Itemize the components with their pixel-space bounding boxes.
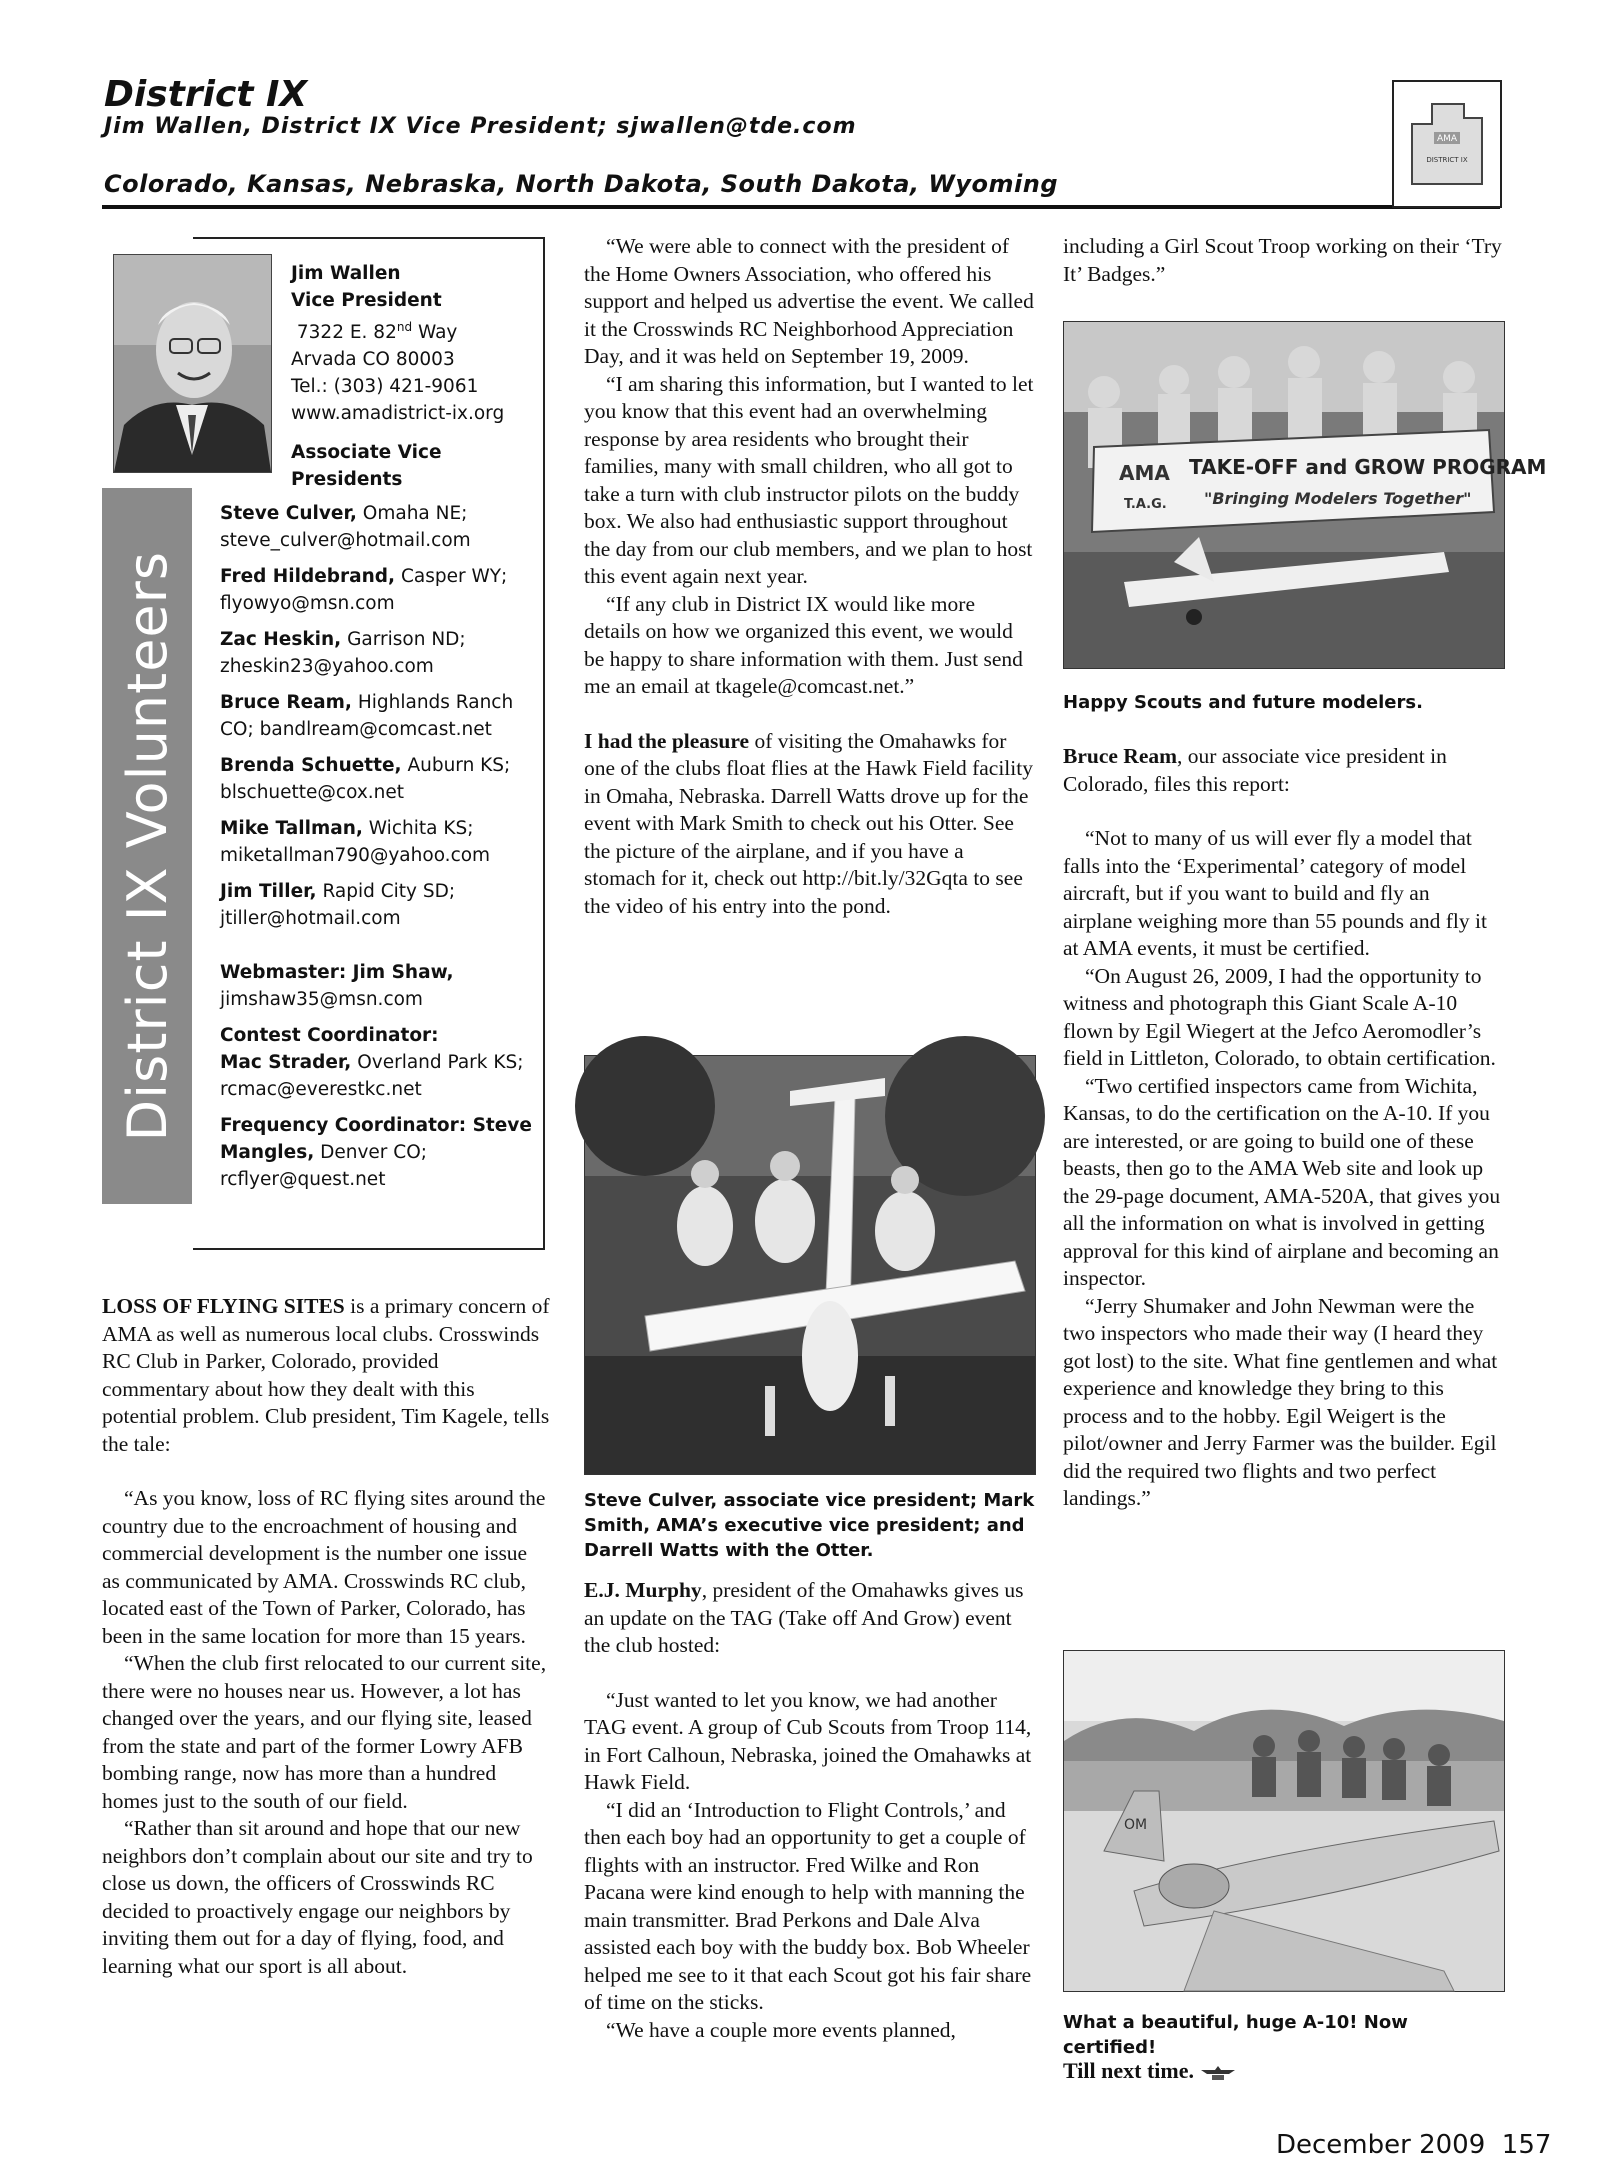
- volunteer-item: Mike Tallman, Wichita KS; miketallman790@yahoo.com: [220, 818, 491, 866]
- volunteers-band: [102, 488, 192, 1204]
- vp-tel: Tel.: (303) 421-9061: [291, 376, 479, 398]
- paragraph: I had the pleasure of visiting the Omahawks for one of the clubs float flies at the Hawk Field facility in Omaha, Nebraska. Darrell Watts drove up for the event with Mark Smith to check out his Otter. See the picture of the airplane, and if you have a stomach for it, check out http://bit.ly/32Gqta to see the video of his entry into the pond.: [584, 728, 1033, 918]
- closing-line: Till next time.: [1063, 2058, 1237, 2084]
- volunteer-email[interactable]: steve_culver@hotmail.com: [220, 530, 471, 551]
- contest-coordinator: Contest Coordinator: Mac Strader, Overland Park KS; rcmac@everestkc.net: [220, 1025, 524, 1100]
- paragraph: E.J. Murphy, president of the Omahawks gives us an update on the TAG (Take off And Grow) event the club hosted:: [584, 1578, 1024, 1657]
- scouts-photo: [1063, 321, 1547, 669]
- volunteer-email[interactable]: jtiller@hotmail.com: [220, 908, 401, 929]
- column-2-bottom: [584, 1577, 1036, 2044]
- paragraph: “I am sharing this information, but I wanted to let you know that this event had an overwhelming response by area residents who brought their families, many with small children, who all got to take a turn with club instructor pilots on the buddy box. We also had enthusiastic support throughout the day from our club members, and we plan to host this event again next year.: [584, 371, 1034, 588]
- district-map-icon: [1402, 94, 1492, 194]
- volunteer-email[interactable]: miketallman790@yahoo.com: [220, 845, 491, 866]
- volunteer-item: Brenda Schuette, Auburn KS; blschuette@cox.net: [220, 755, 511, 803]
- svg-text:OM: OM: [1124, 1817, 1148, 1833]
- district-logo: [1392, 80, 1502, 208]
- paragraph: “Just wanted to let you know, we had another TAG event. A group of Cub Scouts from Troop 114, in Fort Calhoun, Nebraska, joined the Omahawks at Hawk Field.: [584, 1687, 1032, 1794]
- paragraph: “Not to many of us will ever fly a model that falls into the ‘Experimental’ category of model aircraft, but if you want to build and fly an airplane weighing more than 55 pounds and fly it at AMA events, it must be certified.: [1063, 826, 1487, 960]
- volunteer-item: Bruce Ream, Highlands Ranch CO; bandlream@comcast.net: [220, 692, 514, 740]
- paragraph: “On August 26, 2009, I had the opportunity to witness and photograph this Giant Scale A-10 flown by Egil Wiegert at the Jefco Aeromodler’s field in Littleton, Colorado, to obtain certification.: [1063, 963, 1496, 1070]
- paragraph: “When the club first relocated to our current site, there were no houses near us. However, a lot has changed over the years, and our flying site, leased from the state and part of the former Lowry AFB bombing range, now has more than a hundred homes just to the south of our field.: [102, 1651, 547, 1813]
- webmaster: Webmaster: Jim Shaw, jimshaw35@msn.com: [220, 962, 454, 1010]
- assoc-heading: Associate Vice Presidents: [291, 442, 442, 491]
- webmaster-email[interactable]: jimshaw35@msn.com: [220, 989, 423, 1010]
- issue-date: December 2009: [1276, 2130, 1486, 2160]
- ama-wings-icon: [1199, 2064, 1237, 2082]
- vp-website[interactable]: www.amadistrict-ix.org: [291, 403, 505, 425]
- volunteer-item: Fred Hildebrand, Casper WY; flyowyo@msn.com: [220, 566, 508, 614]
- svg-text:DISTRICT IX: DISTRICT IX: [1426, 156, 1468, 164]
- a10-caption: What a beautiful, huge A-10! Now certified!: [1063, 2012, 1408, 2058]
- paragraph: “As you know, loss of RC flying sites around the country due to the encroachment of housing and commercial development is the number one issue as communicated by AMA. Crosswinds RC club, located east of the Town of Parker, Colorado, has been in the same location for more than 15 years.: [102, 1486, 546, 1648]
- paragraph: including a Girl Scout Troop working on their ‘Try It’ Badges.”: [1063, 234, 1502, 286]
- header-rule: [102, 205, 1500, 209]
- volunteers-band-label: District IX Volunteers: [115, 550, 179, 1142]
- vp-role: Vice President: [291, 290, 442, 311]
- page-title: District IX: [104, 74, 308, 115]
- paragraph: “We were able to connect with the president of the Home Owners Association, who offered his support and helped us advertise the event. We called it the Crosswinds RC Neighborhood Appreciation Day, and it was held on September 19, 2009.: [584, 234, 1034, 368]
- volunteer-item: Jim Tiller, Rapid City SD; jtiller@hotmail.com: [220, 881, 456, 929]
- svg-text:"Bringing Modelers Together": "Bringing Modelers Together": [1204, 489, 1472, 508]
- volunteer-email[interactable]: zheskin23@yahoo.com: [220, 656, 434, 677]
- vp-name: Jim Wallen: [291, 263, 401, 284]
- column-3-top: [1063, 233, 1503, 288]
- otter-caption: Steve Culver, associate vice president; Mark Smith, AMA’s executive vice president; and Darrell Watts with the Otter.: [584, 1490, 1035, 1561]
- page-number: 157: [1501, 2130, 1552, 2160]
- column-3-middle: [1063, 743, 1503, 1513]
- volunteer-list: [220, 500, 540, 1202]
- frequency-coordinator: Frequency Coordinator: Steve Mangles, Denver CO; rcflyer@quest.net: [220, 1115, 532, 1190]
- paragraph: “We have a couple more events planned,: [606, 2017, 956, 2042]
- a10-photo: [1063, 1650, 1505, 1992]
- volunteer-email[interactable]: flyowyo@msn.com: [220, 593, 395, 614]
- svg-text:T.A.G.: T.A.G.: [1124, 497, 1167, 512]
- volunteer-item: Steve Culver, Omaha NE; steve_culver@hotmail.com: [220, 503, 471, 551]
- paragraph: “I did an ‘Introduction to Flight Controls,’ and then each boy had an opportunity to get a couple of flights with an instructor. Fred Wilke and Ron Pacana were kind enough to help with manning the main transmitter. Brad Perkons and Dale Alva assisted each boy with the buddy box. Bob Wheeler helped me see to it that each Scout got his fair share of time on the sticks.: [584, 1797, 1032, 2014]
- otter-photo: [584, 1055, 1036, 1475]
- column-1: [102, 1293, 550, 1980]
- volunteer-item: Zac Heskin, Garrison ND; zheskin23@yahoo.com: [220, 629, 466, 677]
- volunteer-email[interactable]: bandlream@comcast.net: [259, 719, 492, 740]
- header-subtitle: Jim Wallen, District IX Vice President; sjwallen@tde.com: [104, 114, 857, 139]
- paragraph: “Jerry Shumaker and John Newman were the two inspectors who made their way (I heard they got lost) to the site. What fine gentlemen and what experience and knowledge they bring to this process and to the hobby. Egil Weigert is the pilot/owner and Jerry Farmer was the builder. Egil did the required two flights and two perfect landings.”: [1063, 1293, 1498, 1510]
- contest-email[interactable]: rcmac@everestkc.net: [220, 1079, 422, 1100]
- page-footer: [1276, 2130, 1551, 2160]
- volunteer-email[interactable]: blschuette@cox.net: [220, 782, 405, 803]
- frequency-email[interactable]: rcflyer@quest.net: [220, 1169, 386, 1190]
- jim-wallen-photo: [113, 254, 272, 473]
- column-2-top: [584, 233, 1036, 920]
- header-states: Colorado, Kansas, Nebraska, North Dakota, South Dakota, Wyoming: [104, 170, 1058, 198]
- svg-text:AMA: AMA: [1436, 134, 1458, 144]
- svg-text:AMA: AMA: [1119, 461, 1170, 485]
- scouts-caption: Happy Scouts and future modelers.: [1063, 692, 1423, 713]
- vp-city: Arvada CO 80003: [291, 349, 455, 371]
- paragraph: “Rather than sit around and hope that our new neighbors don’t complain about our site and try to close us down, the officers of Crosswinds RC decided to proactively engage our neighbors by inviting them out for a day of flying, food, and learning what our sport is all about.: [102, 1816, 533, 1978]
- vp-contact: [291, 260, 541, 493]
- paragraph: “Two certified inspectors came from Wichita, Kansas, to do the certification on the A-10. If you are interested, or are going to build one of these beasts, then go to the AMA Web site and look up the 29-page document, AMA-520A, that gives you all the information on what is involved in getting approval for this kind of airplane and becoming an inspector.: [1063, 1073, 1501, 1290]
- svg-text:TAKE-OFF and GROW PROGRAM: TAKE-OFF and GROW PROGRAM: [1189, 455, 1547, 479]
- vp-street: 7322 E. 82nd Way: [296, 320, 458, 344]
- paragraph: “If any club in District IX would like more details on how we organized this event, we would be happy to share information with them. Just send me an email at tkagele@comcast.net.”: [584, 591, 1023, 698]
- paragraph: Bruce Ream, our associate vice president in Colorado, files this report:: [1063, 744, 1447, 796]
- lead-paragraph: LOSS OF FLYING SITES is a primary concern of AMA as well as numerous local clubs. Crosswinds RC Club in Parker, Colorado, provided commentary about how they dealt with this potential problem. Club president, Tim Kagele, tells the tale:: [102, 1294, 550, 1456]
